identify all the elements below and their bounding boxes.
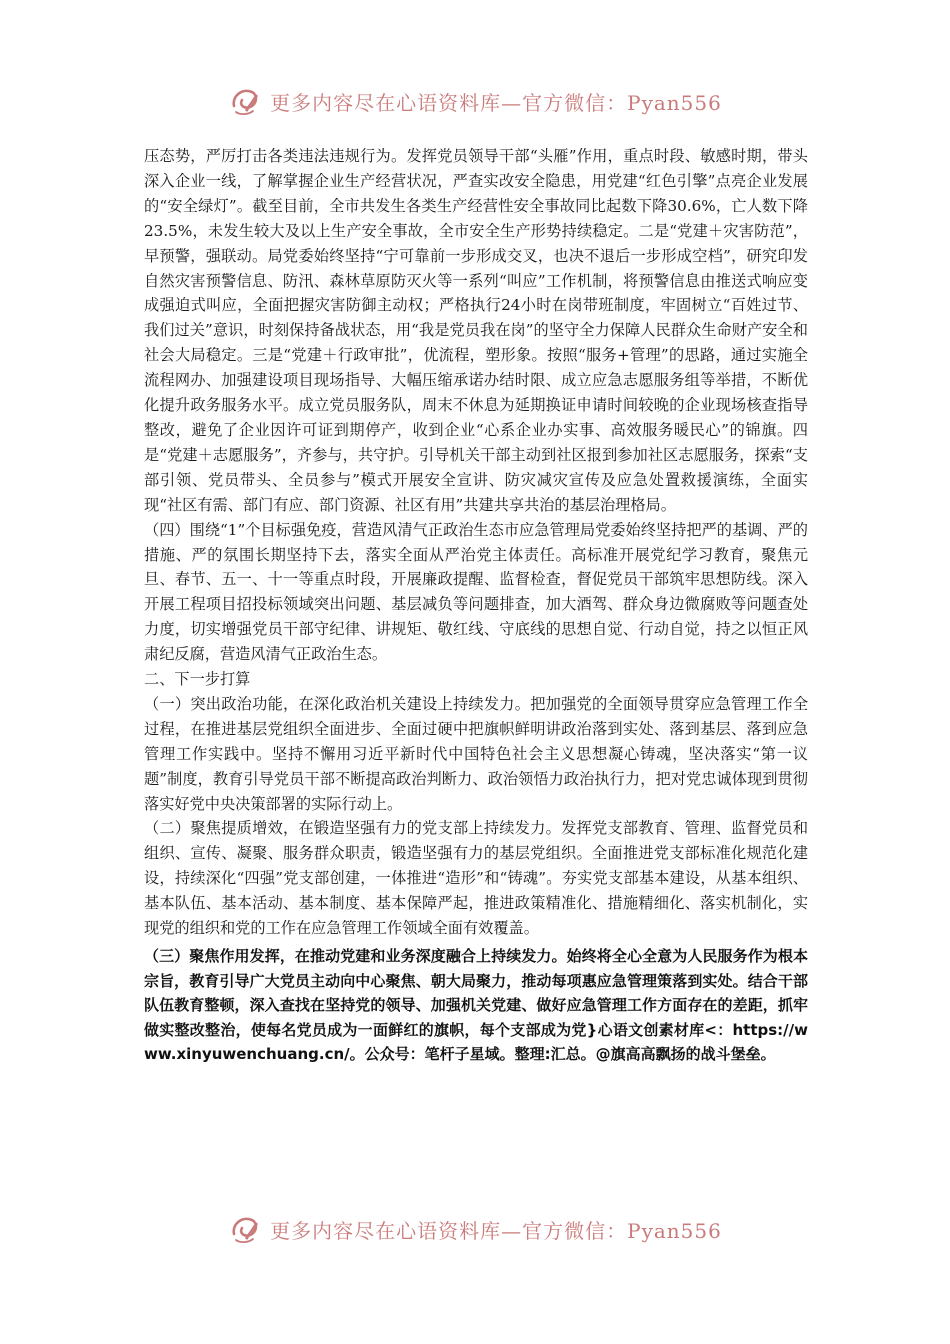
paragraph-5: （三）聚焦作用发挥，在推动党建和业务深度融合上持续发力。始终将全心全意为人民服务作为根本宗旨，教育引导广大党员主动向中心聚焦、朝大局聚力，推动每项惠应急管理策落到实处。结合干部队伍教育整顿，深入查找在坚持党的领导、加强机关党建、做好应急管理工作方面存在的差距，抓牢做实整改整治，使每名党员成为一面鲜红的旗帜，每个支部成为党}心语文创素材库<：https://www.xinyuwenchuang.cn/。公众号：笔杆子星域。整理:汇总。@旗高高飘扬的战斗堡垒。	[144, 947, 808, 1064]
paragraph-3: （一）突出政治功能，在深化政治机关建设上持续发力。把加强党的全面领导贯穿应急管理工作全过程，在推进基层党组织全面进步、全面过硬中把旗帜鲜明讲政治落到实处、落到基层、落到应急管理工作实践中。坚持不懈用习近平新时代中国特色社会主义思想凝心铸魂，坚决落实“第一议题”制度，教育引导党员干部不断提高政治判断力、政治领悟力政治执行力，把对党忠诚体现到贯彻落实好党中央决策部署的实际行动上。	[144, 694, 808, 813]
document-body	[144, 144, 808, 1067]
paragraph-1: 压态势，严厉打击各类违法违规行为。发挥党员领导干部“头雁”作用，重点时段、敏感时期，带头深入企业一线，了解掌握企业生产经营状况，严查实改安全隐患，用党建“红色引擎”点亮企业发展的“安全绿灯”。截至目前，全市共发生各类生产经营性安全事故同比起数下降30.6%，亡人数下降23.5%，未发生较大及以上生产安全事故，全市安全生产形势持续稳定。二是“党建＋灾害防范”，早预警，强联动。局党委始终坚持“宁可靠前一步形成交叉，也决不退后一步形成空档”，研究印发自然灾害预警信息、防汛、森林草原防灭火等一系列“叫应”工作机制，将预警信息由推送式响应变成强迫式叫应，全面把握灾害防御主动权；严格执行24小时在岗带班制度，牢固树立“百姓过节、我们过关”意识，时刻保持备战状态，用“我是党员我在岗”的坚守全力保障人民群众生命财产安全和社会大局稳定。三是“党建＋行政审批”，优流程，塑形象。按照“服务+管理”的思路，通过实施全流程网办、加强建设项目现场指导、大幅压缩承诺办结时限、成立应急志愿服务组等举措，不断优化提升政务服务水平。成立党员服务队，周末不休息为延期换证申请时间较晚的企业现场核查指导整改，避免了企业因许可证到期停产，收到企业“心系企业办实事、高效服务暖民心”的锦旗。四是“党建＋志愿服务”，齐参与，共守护。引导机关干部主动到社区报到参加社区志愿服务，探索“支部引领、党员带头、全员参与”模式开展安全宣讲、防灾减灾宣传及应急处置救援演练，全面实现“社区有需、部门有应、部门资源、社区有用”共建共享共治的基层治理格局。	[144, 147, 808, 514]
pen-swirl-icon	[228, 1212, 262, 1246]
footer-banner-text: 更多内容尽在心语资料库—官方微信：Pyan556	[270, 1218, 722, 1243]
section-heading: 二、下一步打算	[144, 670, 251, 689]
paragraph-2: （四）围绕“1”个目标强免疫，营造风清气正政治生态市应急管理局党委始终坚持把严的基调、严的措施、严的氛围长期坚持下去，落实全面从严治党主体责任。高标准开展党纪学习教育，聚焦元旦、春节、五一、十一等重点时段，开展廉政提醒、监督检查，督促党员干部筑牢思想防线。深入开展工程项目招投标领域突出问题、基层减负等问题排查，加大酒驾、群众身边微腐败等问题查处力度，切实增强党员干部守纪律、讲规矩、敬红线、守底线的思想自觉、行动自觉，持之以恒正风肃纪反腐，营造风清气正政治生态。	[144, 520, 808, 664]
header-banner-text: 更多内容尽在心语资料库—官方微信：Pyan556	[270, 90, 722, 115]
pen-swirl-icon	[228, 84, 262, 118]
paragraph-4: （二）聚焦提质增效，在锻造坚强有力的党支部上持续发力。发挥党支部教育、管理、监督党员和组织、宣传、凝聚、服务群众职责，锻造坚强有力的基层党组织。全面推进党支部标准化规范化建设，持续深化“四强”党支部创建，一体推进“造形”和“铸魂”。夯实党支部基本建设，从基本组织、基本队伍、基本活动、基本制度、基本保障严起，推进政策精准化、措施精细化、落实机制化，实现党的组织和党的工作在应急管理工作领域全面有效覆盖。	[144, 819, 808, 938]
header-banner	[0, 84, 950, 118]
footer-banner	[0, 1212, 950, 1246]
